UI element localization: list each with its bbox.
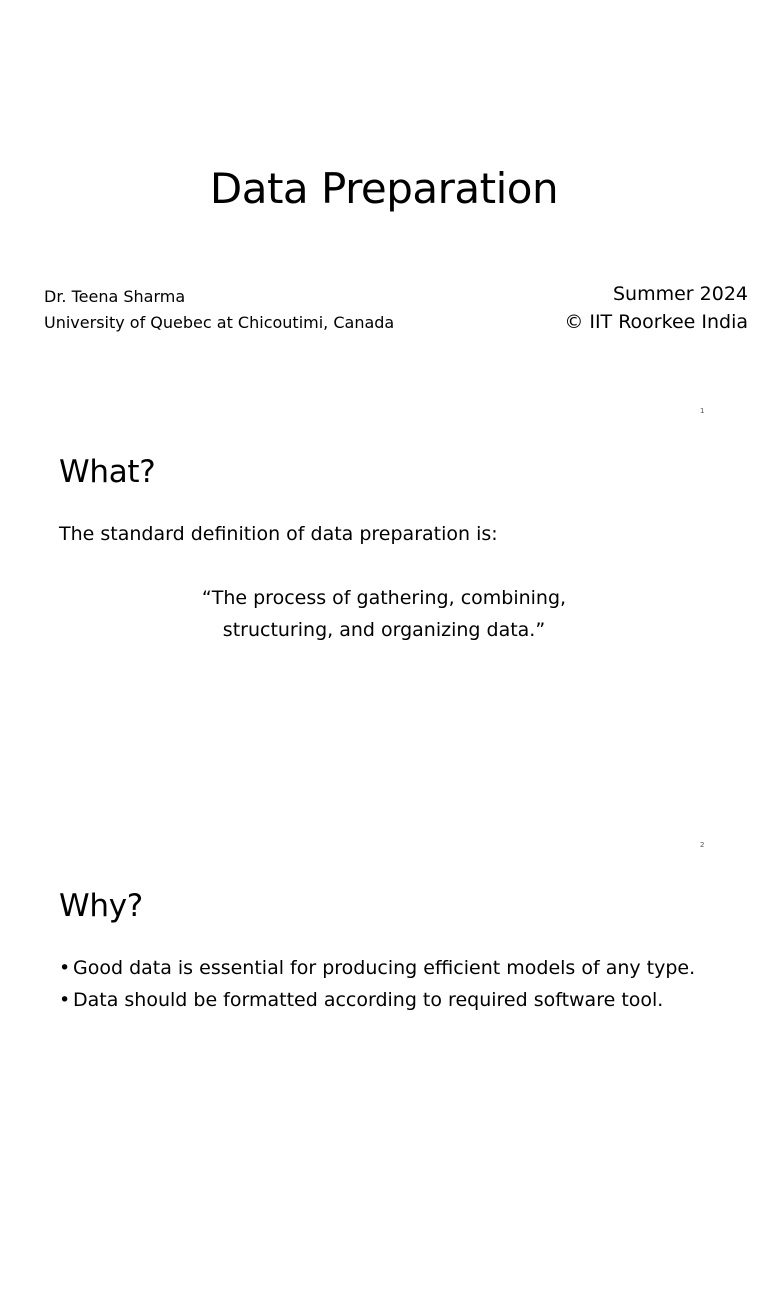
bullet-text: Data should be formatted according to required software tool. xyxy=(73,989,664,1011)
slide-3 xyxy=(0,868,768,1302)
author-affiliation: University of Quebec at Chicoutimi, Canada xyxy=(44,313,395,332)
definition-intro: The standard definition of data preparation is: xyxy=(59,523,498,545)
quote-line: “The process of gathering, combining, xyxy=(201,587,567,609)
slide-heading: Why? xyxy=(59,888,143,924)
copyright-label: © IIT Roorkee India xyxy=(564,311,748,333)
quote-line: structuring, and organizing data.” xyxy=(222,619,546,641)
bullet-list xyxy=(59,952,695,1016)
author-name: Dr. Teena Sharma xyxy=(44,287,186,306)
bullet-text: Good data is essential for producing efficient models of any type. xyxy=(73,957,696,979)
term-label: Summer 2024 xyxy=(612,283,748,305)
slide-1 xyxy=(0,0,768,434)
list-item xyxy=(59,952,695,984)
bullet-icon: • xyxy=(59,957,71,979)
definition-quote xyxy=(0,582,768,646)
author-block xyxy=(44,284,394,336)
slide-title: Data Preparation xyxy=(209,164,559,213)
page-number: 2 xyxy=(700,841,705,849)
bullet-icon: • xyxy=(59,989,71,1011)
date-block xyxy=(564,280,748,336)
slide-heading: What? xyxy=(59,454,156,490)
slide-2 xyxy=(0,434,768,868)
list-item xyxy=(59,984,695,1016)
page-number: 1 xyxy=(700,407,705,415)
